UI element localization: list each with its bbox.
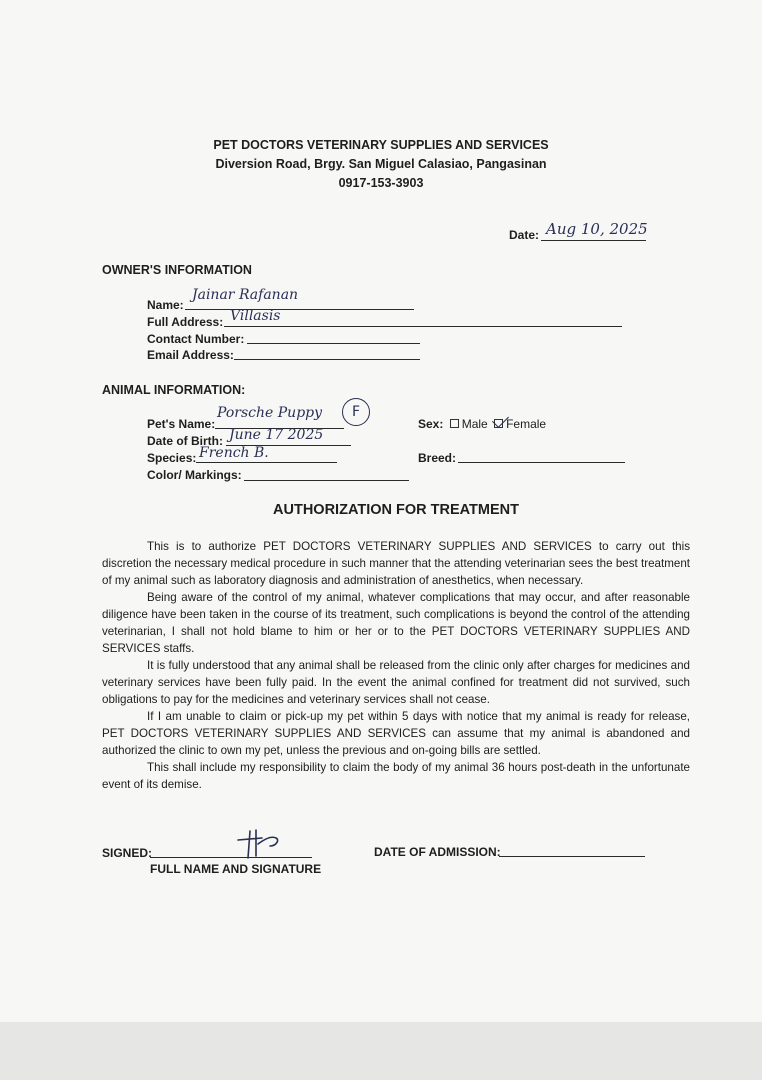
species-value: French B. [199,445,269,461]
auth-paragraph: This is to authorize PET DOCTORS VETERINARY SUPPLIES AND SERVICES to carry out this discretion the necessary medical procedure in such manner that the attending veterinarian sees the best treatment of my animal such as laboratory diagnosis and administration of anesthetics, when necessary. [102,540,690,587]
email-line[interactable] [234,359,420,360]
male-checkbox[interactable] [450,419,459,428]
sex-label: Sex: [418,417,444,431]
sex-row [418,417,546,431]
auth-paragraph: If I am unable to claim or pick-up my pet within 5 days with notice that my animal is ready for release, PET DOCTORS VETERINARY SUPPLIES AND SERVICES can assume that my animal is abandoned and authorized the clinic to own my pet, unless the previous and on-going bills are settled. [102,710,690,757]
signature-caption: FULL NAME AND SIGNATURE [150,862,322,876]
clinic-phone: 0917-153-3903 [338,176,424,190]
owner-name-value: Jainar Rafanan [192,287,299,303]
female-checkbox[interactable] [494,419,503,428]
color-label: Color/ Markings: [147,468,242,482]
owner-name-label: Name: [147,298,184,312]
auth-paragraph: It is fully understood that any animal shall be released from the clinic only after charges for medicines and veterinary services have been fully paid. In the event the animal confined for treatment did not survived, such obligations to pay for the medicines and veterinary services shall not cease. [102,659,690,706]
signed-label: SIGNED: [102,846,153,860]
date-line[interactable] [541,240,646,241]
female-label: Female [506,417,547,431]
dob-label: Date of Birth: [147,434,223,448]
date-label: Date: [509,228,540,242]
dob-value: June 17 2025 [229,427,324,443]
authorization-body [102,538,690,793]
sex-mark-circle: F [342,398,370,426]
address-value: Villasis [230,308,281,324]
contact-label: Contact Number: [147,332,245,346]
color-line[interactable] [244,480,409,481]
clinic-address: Diversion Road, Brgy. San Miguel Calasiao, Pangasinan [215,157,547,171]
species-line[interactable] [196,462,337,463]
signature-line[interactable] [150,857,312,858]
species-label: Species: [147,451,197,465]
email-label: Email Address: [147,348,234,362]
pet-name-value: Porsche Puppy [217,405,323,421]
breed-label: Breed: [418,451,457,465]
scan-shadow-band [0,1022,762,1080]
contact-line[interactable] [247,343,420,344]
animal-section-title: ANIMAL INFORMATION: [102,383,246,397]
signature-scribble [236,828,286,862]
owner-name-line[interactable] [185,309,414,310]
admission-label: DATE OF ADMISSION: [374,845,501,859]
pet-name-label: Pet's Name: [147,417,216,431]
auth-paragraph: This shall include my responsibility to claim the body of my animal 36 hours post-death in the unfortunate event of its demise. [102,761,690,791]
address-label: Full Address: [147,315,224,329]
address-line[interactable] [224,326,622,327]
authorization-title: AUTHORIZATION FOR TREATMENT [273,502,519,518]
auth-paragraph: Being aware of the control of my animal, whatever complications that may occur, and after reasonable diligence have been taken in the course of its treatment, such complications is beyond the control of the attending veterinarian, I shall not hold blame to him or her or to the PET DOCTORS VETERINARY SUPPLIES AND SERVICES staffs. [102,591,690,655]
date-value: Aug 10, 2025 [546,220,648,238]
male-label: Male [461,417,488,431]
breed-line[interactable] [458,462,625,463]
clinic-name: PET DOCTORS VETERINARY SUPPLIES AND SERVICES [213,138,549,152]
admission-line[interactable] [499,856,645,857]
owner-section-title: OWNER'S INFORMATION [102,263,252,277]
